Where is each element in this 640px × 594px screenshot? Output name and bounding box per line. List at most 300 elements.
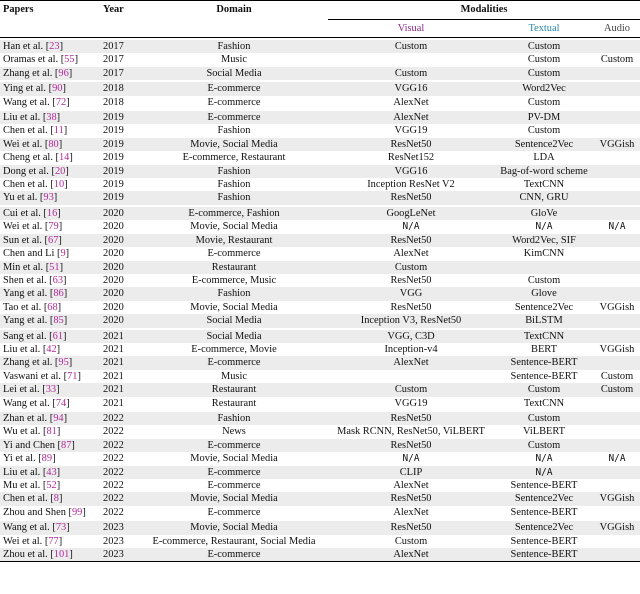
visual-cell: VGG, C3D [328,329,494,343]
domain-cell: Restaurant [140,383,328,396]
table-row [0,356,640,369]
visual-cell: Custom [328,261,494,274]
audio-cell [594,411,640,425]
audio-cell [594,287,640,300]
paper-cell: Zhang et al. [95] [0,356,100,369]
visual-cell: ResNet50 [390,301,432,313]
table-row [0,520,640,534]
textual-cell: Sentence2Vec [494,138,594,151]
visual-cell: ResNet152 [387,152,435,164]
domain-cell: E-commerce [207,248,261,260]
paper-cell: Min et al. [51] [0,261,100,274]
domain-cell: Social Media [140,314,328,328]
citation-link[interactable]: 101 [53,549,70,561]
table-header [0,1,640,38]
paper-cell: Cheng et al. [14] [3,152,73,164]
audio-cell [594,261,640,274]
citation-link[interactable]: 79 [48,221,59,233]
paper-name: Yu et al. [ [3,192,44,204]
paper-name: Oramas et al. [ [3,54,65,66]
domain-cell: Social Media [140,67,328,81]
domain-cell: Fashion [140,165,328,178]
table-row [0,138,640,151]
citation-link[interactable]: 16 [46,207,58,219]
paper-cell: Zhou and Shen [99] [3,506,86,518]
textual-cell: Word2Vec, SIF [494,234,594,247]
audio-cell: VGGish [599,301,635,313]
domain-cell: Restaurant [140,261,328,274]
table-row [0,329,640,343]
paper-cell: Liu et al. [42] [3,343,61,355]
paper-name: Shen et al. [ [3,274,53,286]
visual-cell: VGG [328,287,494,300]
textual-cell: Custom [494,67,594,81]
paper-cell: Wei et al. [79] [3,221,63,233]
year-cell: 2019 [100,191,140,205]
textual-cell: TextCNN [523,397,565,409]
domain-cell: E-commerce [207,480,261,491]
visual-cell: N/A [402,453,420,465]
domain-cell: Movie, Social Media [140,138,328,151]
year-cell: 2018 [100,81,140,95]
paper-name: Yi et al. [ [3,453,42,465]
paper-cell: Yi and Chen [87] [0,439,100,452]
paper-name: Dong et al. [ [3,165,55,177]
visual-cell: AlexNet [393,248,429,260]
modalities-table [0,0,640,38]
paper-name: Chen et al. [ [3,179,54,191]
paper-name: Zhang et al. [ [3,67,59,79]
table-row [0,343,640,356]
audio-cell [594,329,640,343]
citation-link[interactable]: 72 [55,96,67,108]
year-group [0,411,640,520]
textual-cell: Glove [494,287,594,300]
citation-link[interactable]: 77 [48,535,59,547]
paper-name: Liu et al. [ [3,112,47,124]
paper-name: Liu et al. [ [3,466,47,478]
textual-cell: Custom [527,54,561,66]
table-row [0,548,640,562]
audio-cell [594,110,640,124]
paper-cell: Shen et al. [63] [3,274,67,286]
paper-cell: Lei et al. [33] [0,383,100,396]
year-cell: 2022 [100,466,140,479]
audio-cell [594,397,640,411]
domain-cell: Fashion [217,125,251,137]
audio-cell [594,479,640,492]
year-cell: 2022 [103,506,124,518]
visual-cell: ResNet50 [328,439,494,452]
citation-link[interactable]: 11 [53,125,64,137]
table-body [0,38,640,562]
paper-cell: Dong et al. [20] [0,165,100,178]
paper-name: Wu et al. [ [3,426,47,438]
year-cell: 2020 [100,287,140,300]
citation-link[interactable]: 89 [41,453,53,465]
textual-cell [494,261,594,274]
citation-link[interactable]: 43 [46,466,57,478]
visual-cell: AlexNet [393,96,429,108]
paper-name: Chen et al. [ [3,493,54,505]
citation-link[interactable]: 23 [49,41,60,52]
year-cell: 2019 [100,110,140,124]
year-group [0,520,640,562]
citation-link[interactable]: 71 [67,370,78,382]
textual-cell: Custom [527,274,561,286]
paper-cell: Chen et al. [10] [3,179,68,191]
paper-cell: Chen et al. [8] [0,492,100,505]
textual-cell: TextCNN [494,329,594,343]
domain-cell: Restaurant [211,397,257,409]
paper-name: Sang et al. [ [3,330,53,342]
year-cell: 2021 [100,356,140,369]
header-visual: Visual [328,20,494,38]
citation-link[interactable]: 80 [48,138,59,150]
audio-cell [594,124,640,137]
audio-cell: N/A [608,453,626,465]
domain-cell: E-commerce [207,96,261,108]
visual-cell: AlexNet [328,356,494,369]
visual-cell: VGG16 [328,81,494,95]
paper-name: Tao et al. [ [3,301,48,313]
domain-cell: E-commerce, Fashion [140,206,328,220]
table-row [0,466,640,479]
domain-cell: Social Media [140,329,328,343]
paper-name: Zhou et al. [ [3,549,54,561]
paper-cell: Wei et al. [77] [3,535,63,547]
visual-cell: Custom [328,67,494,81]
audio-cell [594,81,640,95]
paper-name: Chen et al. [ [3,125,54,137]
year-cell: 2021 [100,383,140,396]
paper-cell: Wang et al. [74] [3,397,70,409]
citation-link[interactable]: 55 [64,54,75,66]
domain-cell: Fashion [140,39,328,53]
audio-cell [594,548,640,562]
citation-link[interactable]: 20 [54,165,66,177]
table-row [0,535,640,548]
header-audio: Audio [594,20,640,38]
textual-cell: Custom [494,383,594,396]
textual-cell: N/A [535,453,553,465]
table-row [0,178,640,191]
paper-cell: Vaswani et al. [71] [3,370,81,382]
year-cell: 2021 [103,370,124,382]
textual-cell: N/A [535,221,553,233]
paper-cell: Han et al. [23] [0,39,100,53]
audio-cell [594,96,640,110]
audio-cell [594,39,640,53]
paper-name: Han et al. [ [3,41,50,52]
table-row [0,287,640,300]
citation-link[interactable]: 74 [55,397,67,409]
table-row [0,274,640,287]
textual-cell: Custom [494,411,594,425]
visual-cell: AlexNet [393,480,429,491]
visual-cell: ResNet50 [390,274,432,286]
header-textual: Textual [494,20,594,38]
table-row [0,53,640,66]
citation-link[interactable]: 85 [53,315,64,327]
citation-link[interactable]: 87 [61,439,72,451]
paper-name: Wang et al. [ [3,96,56,108]
domain-cell: Movie, Social Media [140,520,328,534]
citation-link[interactable]: 51 [49,261,60,273]
domain-cell: E-commerce, Restaurant [182,152,286,164]
citation-link[interactable]: 94 [53,412,64,424]
paper-name: Mu et al. [ [3,480,47,491]
visual-cell: ResNet50 [328,191,494,205]
year-cell: 2022 [100,439,140,452]
visual-cell: ResNet50 [328,234,494,247]
paper-cell: Yi et al. [89] [3,453,56,465]
domain-cell: Movie, Social Media [190,221,278,233]
table-row [0,479,640,492]
audio-cell [594,535,640,548]
textual-cell: GloVe [494,206,594,220]
visual-cell [328,53,494,66]
table-row [0,383,640,396]
paper-cell: Zhang et al. [96] [0,67,100,81]
audio-cell [594,274,640,287]
paper-cell: Liu et al. [43] [0,466,100,479]
audio-cell [594,425,640,438]
paper-cell: Ying et al. [90] [0,81,100,95]
audio-cell: VGGish [594,492,640,505]
citation-link[interactable]: 14 [58,152,70,164]
textual-cell: PV-DM [494,110,594,124]
paper-name: Liu et al. [ [3,343,47,355]
audio-cell [594,67,640,81]
audio-cell [594,314,640,328]
year-cell: 2017 [103,54,124,66]
visual-cell: Custom [328,39,494,53]
table-row [0,261,640,274]
paper-cell: Zhan et al. [94] [0,411,100,425]
visual-cell: VGG19 [394,125,428,137]
textual-cell: BiLSTM [494,314,594,328]
year-cell: 2019 [103,152,124,164]
paper-cell: Wang et al. [73] [0,520,100,534]
textual-cell: Sentence-BERT [510,506,578,518]
audio-cell: VGGish [594,138,640,151]
visual-cell: Custom [394,535,428,547]
visual-cell: Custom [328,383,494,396]
domain-cell: E-commerce [140,548,328,562]
year-group [0,206,640,329]
table-row [0,492,640,505]
citation-link[interactable]: 90 [52,83,63,95]
header-domain: Domain [140,1,328,20]
visual-cell: ResNet50 [328,411,494,425]
citation-link[interactable]: 38 [46,112,57,124]
year-cell: 2020 [100,261,140,274]
audio-cell [594,178,640,191]
paper-name: Ying et al. [ [3,83,53,95]
domain-cell: Fashion [217,179,251,191]
citation-link[interactable]: 81 [46,426,57,438]
visual-cell: AlexNet [328,110,494,124]
citation-link[interactable]: 8 [53,493,59,505]
audio-cell: Custom [594,383,640,396]
audio-cell: Custom [600,370,634,382]
year-cell: 2020 [100,206,140,220]
paper-cell: Yang et al. [85] [0,314,100,328]
paper-name: Yang et al. [ [3,315,54,327]
visual-cell: CLIP [328,466,494,479]
paper-cell: Sang et al. [61] [0,329,100,343]
paper-cell: Liu et al. [38] [0,110,100,124]
textual-cell: Bag-of-word scheme [494,165,594,178]
visual-cell: GoogLeNet [328,206,494,220]
year-cell: 2022 [103,426,124,438]
paper-name: Cui et al. [ [3,207,47,219]
citation-link[interactable]: 73 [55,522,67,534]
table-row [0,452,640,465]
year-cell: 2022 [103,453,124,465]
year-cell: 2019 [103,179,124,191]
paper-name: Chen and Li [ [3,248,61,260]
table-row [0,165,640,178]
textual-cell: ViLBERT [522,426,566,438]
table-row [0,425,640,438]
audio-cell [594,247,640,260]
year-cell: 2023 [100,520,140,534]
paper-name: Zhan et al. [ [3,412,54,424]
citation-link[interactable]: 67 [48,234,59,246]
textual-cell: Custom [527,96,561,108]
citation-link[interactable]: 95 [58,357,69,369]
table-row [0,81,640,95]
paper-name: Cheng et al. [ [3,152,59,164]
paper-cell: Chen and Li [9] [3,248,70,260]
year-cell: 2023 [100,548,140,562]
domain-cell: E-commerce [140,81,328,95]
paper-cell: Wei et al. [80] [0,138,100,151]
citation-link[interactable]: 42 [46,343,57,355]
paper-cell: Zhou et al. [101] [0,548,100,562]
year-cell: 2019 [100,165,140,178]
audio-cell [594,191,640,205]
domain-cell: Fashion [140,287,328,300]
visual-cell: ResNet50 [328,520,494,534]
audio-cell [594,234,640,247]
textual-cell: Word2Vec [494,81,594,95]
paper-name: Wei et al. [ [3,138,49,150]
citation-link[interactable]: 33 [45,384,57,396]
visual-cell: VGG16 [328,165,494,178]
paper-cell: Yu et al. [93] [0,191,100,205]
domain-cell: E-commerce [207,506,261,518]
table-row [0,206,640,220]
domain-cell: E-commerce, Movie [191,343,277,355]
visual-cell [328,370,494,383]
citation-link[interactable]: 99 [71,506,83,518]
audio-cell: N/A [608,221,626,233]
textual-cell: Custom [527,125,561,137]
table-row [0,301,640,314]
year-cell: 2022 [100,411,140,425]
year-cell: 2020 [103,274,124,286]
audio-cell: VGGish [599,343,635,355]
year-cell: 2017 [100,39,140,53]
table-row [0,110,640,124]
citation-link[interactable]: 96 [58,67,69,79]
citation-link[interactable]: 52 [46,480,57,491]
citation-link[interactable]: 10 [53,179,65,191]
table-row [0,411,640,425]
paper-cell: Oramas et al. [55] [3,54,79,66]
year-cell: 2021 [100,329,140,343]
year-cell: 2021 [103,343,124,355]
visual-cell: N/A [402,221,420,233]
header-papers: Papers [0,1,100,20]
domain-cell: E-commerce [140,466,328,479]
table-row [0,39,640,53]
textual-cell: Sentence-BERT [494,356,594,369]
table-row [0,151,640,164]
citation-link[interactable]: 9 [60,248,66,260]
textual-cell: Sentence-BERT [494,548,594,562]
visual-cell: VGG19 [394,397,428,409]
table-row [0,234,640,247]
domain-cell: Music [221,370,247,382]
table-row [0,506,640,520]
domain-cell: Movie, Social Media [190,453,278,465]
domain-cell: News [222,426,246,438]
year-group [0,329,640,411]
domain-cell: E-commerce, Music [191,274,277,286]
citation-link[interactable]: 86 [53,288,64,300]
textual-cell: CNN, GRU [494,191,594,205]
visual-cell: Mask RCNN, ResNet50, ViLBERT [337,426,485,438]
year-cell: 2021 [103,397,124,409]
paper-cell: Yang et al. [86] [0,287,100,300]
year-cell: 2020 [103,301,124,313]
citation-link[interactable]: 63 [52,274,64,286]
domain-cell: Fashion [140,411,328,425]
textual-cell: Sentence2Vec [494,520,594,534]
citation-link[interactable]: 93 [43,192,54,204]
domain-cell: E-commerce [140,110,328,124]
table-row [0,247,640,260]
table-row [0,220,640,233]
visual-cell: AlexNet [328,548,494,562]
paper-name: Zhou and Shen [ [3,506,72,518]
citation-link[interactable]: 68 [47,301,58,313]
citation-link[interactable]: 61 [52,330,64,342]
audio-cell [594,165,640,178]
paper-cell: Cui et al. [16] [0,206,100,220]
textual-cell: N/A [494,466,594,479]
year-group [0,81,640,110]
textual-cell: TextCNN [523,179,565,191]
domain-cell: Music [221,54,247,66]
audio-cell [594,506,640,520]
domain-cell: Movie, Restaurant [140,234,328,247]
year-cell: 2020 [103,248,124,260]
textual-cell: LDA [533,152,555,164]
audio-cell [594,151,640,164]
domain-cell: Movie, Social Media [190,301,278,313]
paper-name: Lei et al. [ [3,384,46,396]
year-cell: 2020 [100,234,140,247]
paper-name: Wei et al. [ [3,221,49,233]
year-cell: 2019 [103,125,124,137]
domain-cell: Movie, Social Media [140,492,328,505]
textual-cell: Sentence-BERT [510,370,578,382]
